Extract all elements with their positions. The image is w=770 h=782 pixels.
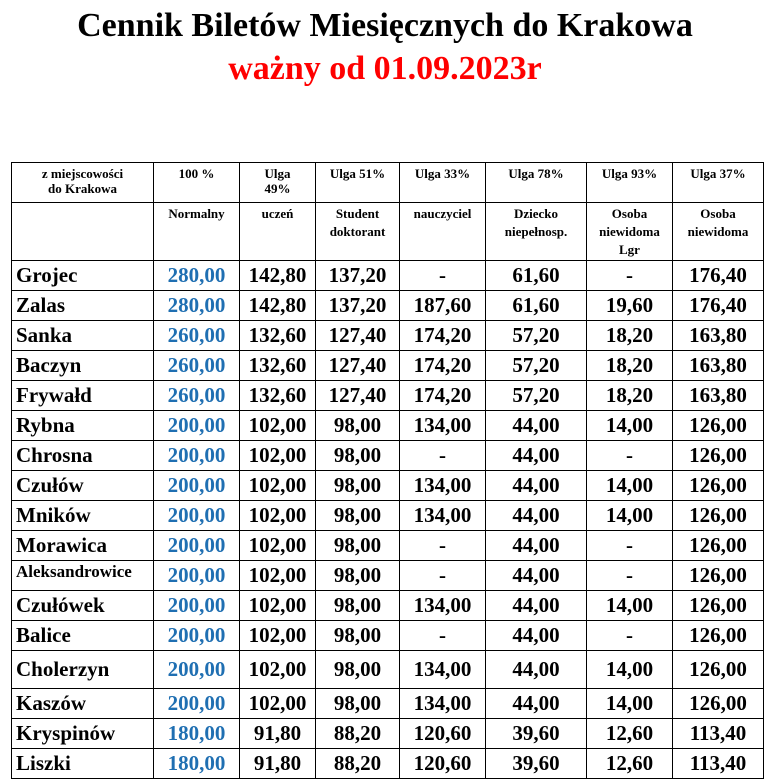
price-ulga-51: 98,00 — [316, 689, 400, 719]
price-ulga-51: 98,00 — [316, 501, 400, 531]
price-ulga-51: 98,00 — [316, 441, 400, 471]
price-ulga-33: - — [400, 621, 486, 651]
price-normal: 200,00 — [154, 689, 240, 719]
category-ulga-93: Osoba niewidoma Lgr — [587, 203, 673, 261]
price-ulga-37: 163,80 — [673, 351, 764, 381]
price-ulga-93: 14,00 — [587, 689, 673, 719]
price-ulga-78: 57,20 — [486, 381, 587, 411]
price-ulga-51: 98,00 — [316, 531, 400, 561]
town-name: Morawica — [12, 531, 154, 561]
price-ulga-78: 44,00 — [486, 471, 587, 501]
price-ulga-49: 102,00 — [240, 531, 316, 561]
table-row — [12, 441, 764, 471]
table-row — [12, 651, 764, 689]
price-ulga-78: 61,60 — [486, 291, 587, 321]
price-ulga-93: 14,00 — [587, 651, 673, 689]
price-ulga-37: 126,00 — [673, 501, 764, 531]
price-normal: 280,00 — [154, 291, 240, 321]
town-name: Aleksandrowice — [12, 561, 154, 591]
price-ulga-37: 126,00 — [673, 689, 764, 719]
price-ulga-78: 44,00 — [486, 411, 587, 441]
price-ulga-33: 174,20 — [400, 351, 486, 381]
price-table — [11, 162, 764, 779]
price-ulga-49: 102,00 — [240, 561, 316, 591]
price-ulga-49: 132,60 — [240, 321, 316, 351]
price-normal: 260,00 — [154, 381, 240, 411]
price-ulga-78: 44,00 — [486, 651, 587, 689]
price-normal: 200,00 — [154, 411, 240, 441]
town-name: Zalas — [12, 291, 154, 321]
price-ulga-51: 98,00 — [316, 621, 400, 651]
price-ulga-33: 120,60 — [400, 749, 486, 779]
price-normal: 200,00 — [154, 621, 240, 651]
price-ulga-33: - — [400, 441, 486, 471]
price-ulga-49: 132,60 — [240, 351, 316, 381]
price-ulga-93: 18,20 — [587, 351, 673, 381]
price-normal: 200,00 — [154, 561, 240, 591]
category-ulga-37: Osoba niewidoma — [673, 203, 764, 261]
price-ulga-78: 44,00 — [486, 531, 587, 561]
price-ulga-93: - — [587, 621, 673, 651]
price-ulga-37: 126,00 — [673, 471, 764, 501]
table-row — [12, 689, 764, 719]
town-name: Sanka — [12, 321, 154, 351]
price-ulga-37: 126,00 — [673, 411, 764, 441]
town-name: Frywałd — [12, 381, 154, 411]
price-ulga-93: 19,60 — [587, 291, 673, 321]
price-ulga-49: 102,00 — [240, 651, 316, 689]
table-row — [12, 531, 764, 561]
table-row — [12, 381, 764, 411]
price-ulga-37: 126,00 — [673, 621, 764, 651]
price-ulga-93: - — [587, 561, 673, 591]
price-normal: 200,00 — [154, 531, 240, 561]
header-row-categories — [12, 203, 764, 261]
category-city — [12, 203, 154, 261]
price-normal: 180,00 — [154, 749, 240, 779]
price-normal: 200,00 — [154, 471, 240, 501]
town-name: Mników — [12, 501, 154, 531]
price-ulga-33: - — [400, 261, 486, 291]
price-ulga-78: 44,00 — [486, 441, 587, 471]
price-ulga-93: 18,20 — [587, 381, 673, 411]
town-name: Kaszów — [12, 689, 154, 719]
price-ulga-33: 134,00 — [400, 591, 486, 621]
town-name: Balice — [12, 621, 154, 651]
table-row — [12, 501, 764, 531]
table-row — [12, 351, 764, 381]
price-ulga-78: 39,60 — [486, 719, 587, 749]
price-ulga-33: 174,20 — [400, 381, 486, 411]
price-ulga-49: 132,60 — [240, 381, 316, 411]
price-normal: 260,00 — [154, 351, 240, 381]
price-ulga-93: 18,20 — [587, 321, 673, 351]
header-ulga-78: Ulga 78% — [486, 163, 587, 203]
price-ulga-49: 102,00 — [240, 591, 316, 621]
price-ulga-33: 174,20 — [400, 321, 486, 351]
header-normal: 100 % — [154, 163, 240, 203]
price-ulga-37: 113,40 — [673, 749, 764, 779]
price-ulga-51: 98,00 — [316, 471, 400, 501]
validity-subtitle: ważny od 01.09.2023r — [228, 50, 542, 87]
header-ulga-93: Ulga 93% — [587, 163, 673, 203]
price-ulga-51: 88,20 — [316, 719, 400, 749]
price-normal: 260,00 — [154, 321, 240, 351]
price-ulga-78: 61,60 — [486, 261, 587, 291]
price-ulga-93: 14,00 — [587, 501, 673, 531]
price-ulga-51: 137,20 — [316, 261, 400, 291]
town-name: Cholerzyn — [12, 651, 154, 689]
price-ulga-78: 44,00 — [486, 561, 587, 591]
price-ulga-93: - — [587, 441, 673, 471]
price-ulga-49: 102,00 — [240, 689, 316, 719]
price-ulga-37: 163,80 — [673, 381, 764, 411]
price-ulga-37: 176,40 — [673, 291, 764, 321]
price-ulga-33: 134,00 — [400, 689, 486, 719]
category-normal: Normalny — [154, 203, 240, 261]
price-ulga-78: 57,20 — [486, 351, 587, 381]
price-ulga-33: 134,00 — [400, 501, 486, 531]
town-name: Liszki — [12, 749, 154, 779]
header-city: z miejscowości do Krakowa — [12, 163, 154, 203]
category-ulga-51: Student doktorant — [316, 203, 400, 261]
price-ulga-51: 127,40 — [316, 351, 400, 381]
table-row — [12, 411, 764, 441]
price-normal: 200,00 — [154, 501, 240, 531]
price-ulga-37: 126,00 — [673, 591, 764, 621]
price-ulga-51: 98,00 — [316, 561, 400, 591]
price-ulga-93: - — [587, 261, 673, 291]
price-ulga-49: 91,80 — [240, 719, 316, 749]
price-ulga-78: 44,00 — [486, 621, 587, 651]
price-ulga-37: 126,00 — [673, 531, 764, 561]
price-ulga-51: 98,00 — [316, 411, 400, 441]
price-ulga-49: 102,00 — [240, 471, 316, 501]
table-row — [12, 261, 764, 291]
table-row — [12, 621, 764, 651]
category-ulga-49: uczeń — [240, 203, 316, 261]
price-normal: 280,00 — [154, 261, 240, 291]
price-ulga-51: 137,20 — [316, 291, 400, 321]
town-name: Czułówek — [12, 591, 154, 621]
price-ulga-37: 113,40 — [673, 719, 764, 749]
table-row — [12, 719, 764, 749]
category-ulga-33: nauczyciel — [400, 203, 486, 261]
price-ulga-37: 126,00 — [673, 561, 764, 591]
header-ulga-49: Ulga 49% — [240, 163, 316, 203]
price-ulga-51: 127,40 — [316, 381, 400, 411]
price-ulga-49: 102,00 — [240, 501, 316, 531]
table-row — [12, 591, 764, 621]
price-ulga-93: - — [587, 531, 673, 561]
price-normal: 180,00 — [154, 719, 240, 749]
header-row-discounts — [12, 163, 764, 203]
price-ulga-78: 44,00 — [486, 591, 587, 621]
price-ulga-78: 57,20 — [486, 321, 587, 351]
price-ulga-33: 134,00 — [400, 411, 486, 441]
town-name: Czułów — [12, 471, 154, 501]
town-name: Kryspinów — [12, 719, 154, 749]
header-ulga-33: Ulga 33% — [400, 163, 486, 203]
header-ulga-51: Ulga 51% — [316, 163, 400, 203]
price-ulga-93: 14,00 — [587, 591, 673, 621]
price-ulga-93: 12,60 — [587, 719, 673, 749]
price-ulga-37: 126,00 — [673, 651, 764, 689]
price-ulga-78: 44,00 — [486, 689, 587, 719]
table-row — [12, 561, 764, 591]
price-ulga-33: 187,60 — [400, 291, 486, 321]
table-row — [12, 321, 764, 351]
price-ulga-51: 127,40 — [316, 321, 400, 351]
price-ulga-37: 126,00 — [673, 441, 764, 471]
price-ulga-49: 142,80 — [240, 261, 316, 291]
price-ulga-49: 102,00 — [240, 621, 316, 651]
town-name: Rybna — [12, 411, 154, 441]
price-ulga-51: 88,20 — [316, 749, 400, 779]
price-ulga-33: - — [400, 531, 486, 561]
price-ulga-33: 134,00 — [400, 471, 486, 501]
category-ulga-78: Dziecko niepełnosp. — [486, 203, 587, 261]
price-ulga-33: 134,00 — [400, 651, 486, 689]
table-row — [12, 471, 764, 501]
town-name: Grojec — [12, 261, 154, 291]
town-name: Chrosna — [12, 441, 154, 471]
table-row — [12, 749, 764, 779]
price-ulga-49: 102,00 — [240, 411, 316, 441]
price-ulga-37: 176,40 — [673, 261, 764, 291]
price-ulga-49: 142,80 — [240, 291, 316, 321]
price-ulga-93: 14,00 — [587, 471, 673, 501]
price-normal: 200,00 — [154, 651, 240, 689]
header-ulga-37: Ulga 37% — [673, 163, 764, 203]
price-ulga-78: 39,60 — [486, 749, 587, 779]
price-ulga-33: 120,60 — [400, 719, 486, 749]
page-title: Cennik Biletów Miesięcznych do Krakowa — [77, 7, 693, 44]
price-ulga-93: 12,60 — [587, 749, 673, 779]
price-ulga-51: 98,00 — [316, 591, 400, 621]
price-ulga-93: 14,00 — [587, 411, 673, 441]
price-ulga-49: 91,80 — [240, 749, 316, 779]
price-ulga-33: - — [400, 561, 486, 591]
price-ulga-78: 44,00 — [486, 501, 587, 531]
table-row — [12, 291, 764, 321]
price-ulga-37: 163,80 — [673, 321, 764, 351]
price-ulga-51: 98,00 — [316, 651, 400, 689]
price-ulga-49: 102,00 — [240, 441, 316, 471]
town-name: Baczyn — [12, 351, 154, 381]
price-normal: 200,00 — [154, 441, 240, 471]
price-normal: 200,00 — [154, 591, 240, 621]
